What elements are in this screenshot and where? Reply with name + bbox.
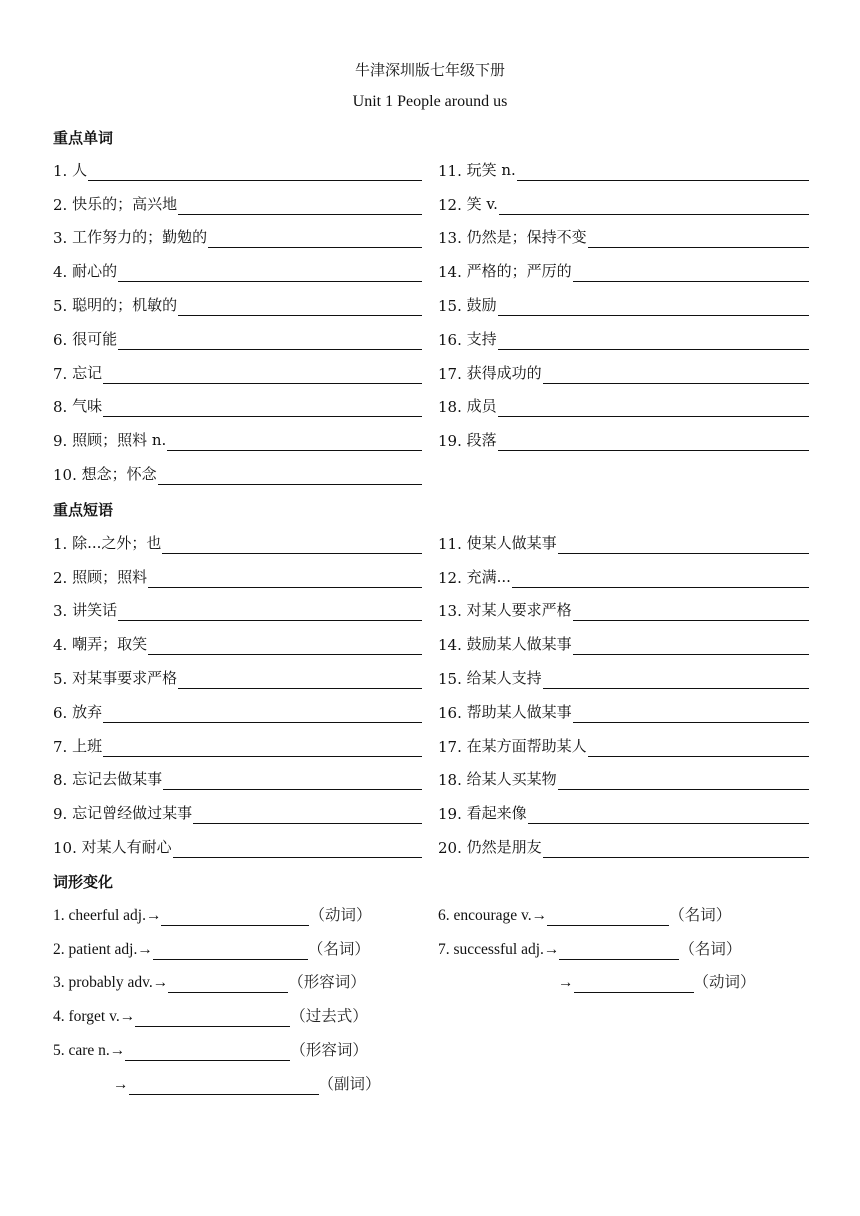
word-item: 2. 快乐的；高兴地 (53, 186, 422, 220)
word-item: 8. 气味 (53, 389, 422, 423)
answer-blank[interactable] (558, 789, 809, 790)
answer-blank[interactable] (103, 416, 422, 417)
phrase-item: 20. 仍然是朋友 (438, 829, 809, 863)
phrase-item: 10. 对某人有耐心 (53, 829, 422, 863)
answer-blank[interactable] (574, 986, 694, 993)
wordform-item: 6. encourage v.→ （名词） (438, 906, 732, 924)
answer-blank[interactable] (178, 315, 422, 316)
phrase-item: 9. 忘记曾经做过某事 (53, 795, 422, 829)
document-title: 牛津深圳版七年级下册 (354, 61, 505, 79)
answer-blank[interactable] (559, 953, 679, 960)
answer-blank[interactable] (193, 823, 422, 824)
answer-blank[interactable] (163, 789, 422, 790)
answer-blank[interactable] (573, 654, 809, 655)
answer-blank[interactable] (153, 953, 308, 960)
phrase-item: 16. 帮助某人做某事 (438, 694, 809, 728)
answer-blank[interactable] (543, 688, 809, 689)
answer-blank[interactable] (173, 857, 422, 858)
answer-blank[interactable] (547, 919, 669, 926)
word-item: 16. 支持 (438, 321, 809, 355)
answer-blank[interactable] (168, 986, 288, 993)
answer-blank[interactable] (125, 1054, 290, 1061)
answer-blank[interactable] (88, 180, 422, 181)
answer-blank[interactable] (158, 484, 422, 485)
answer-blank[interactable] (178, 214, 422, 215)
word-item: 6. 很可能 (53, 321, 422, 355)
answer-blank[interactable] (161, 919, 309, 926)
phrase-item: 2. 照顾；照料 (53, 559, 422, 593)
phrase-item: 14. 鼓励某人做某事 (438, 626, 809, 660)
answer-blank[interactable] (498, 349, 809, 350)
wordform-item: 2. patient adj.→ （名词） (53, 940, 370, 958)
wordform-item: 3. probably adv.→ （形容词） (53, 974, 366, 992)
phrase-item: 17. 在某方面帮助某人 (438, 728, 809, 762)
section-heading-phrases: 重点短语 (53, 501, 114, 519)
answer-blank[interactable] (528, 823, 809, 824)
word-item: 15. 鼓励 (438, 287, 809, 321)
answer-blank[interactable] (167, 450, 422, 451)
words-list (53, 152, 809, 490)
phrase-item: 6. 放弃 (53, 694, 422, 728)
phrase-item: 3. 讲笑话 (53, 593, 422, 627)
phrase-item: 8. 忘记去做某事 (53, 762, 422, 796)
word-item: 12. 笑 v. (438, 186, 809, 220)
word-item: 14. 严格的；严厉的 (438, 253, 809, 287)
word-item: 10. 想念；怀念 (53, 456, 422, 490)
answer-blank[interactable] (573, 281, 809, 282)
section-heading-wordforms: 词形变化 (53, 873, 114, 891)
phrase-item: 12. 充满... (438, 559, 809, 593)
wordform-item: 5. care n.→ （形容词） (53, 1041, 368, 1059)
phrase-item: 15. 给某人支持 (438, 660, 809, 694)
answer-blank[interactable] (543, 383, 809, 384)
answer-blank[interactable] (558, 553, 809, 554)
unit-title: Unit 1 People around us (352, 93, 508, 110)
answer-blank[interactable] (499, 214, 809, 215)
answer-blank[interactable] (208, 247, 422, 248)
answer-blank[interactable] (573, 722, 809, 723)
phrase-item: 4. 嘲弄；取笑 (53, 626, 422, 660)
answer-blank[interactable] (162, 553, 422, 554)
answer-blank[interactable] (498, 416, 809, 417)
phrases-list (53, 525, 809, 863)
wordform-item: 1. cheerful adj.→ （动词） (53, 906, 372, 924)
word-item: 17. 获得成功的 (438, 355, 809, 389)
word-item: 11. 玩笑 n. (438, 152, 809, 186)
answer-blank[interactable] (103, 383, 422, 384)
wordform-item: → （动词） (558, 974, 756, 992)
phrase-item: 18. 给某人买某物 (438, 762, 809, 796)
phrase-item: 1. 除...之外；也 (53, 525, 422, 559)
answer-blank[interactable] (103, 722, 422, 723)
answer-blank[interactable] (118, 281, 422, 282)
phrase-item: 19. 看起来像 (438, 795, 809, 829)
wordform-item: → （副词） (113, 1075, 381, 1093)
phrase-item: 11. 使某人做某事 (438, 525, 809, 559)
answer-blank[interactable] (103, 756, 422, 757)
answer-blank[interactable] (178, 688, 422, 689)
phrase-item: 13. 对某人要求严格 (438, 593, 809, 627)
wordform-item: 4. forget v.→ （过去式） (53, 1008, 368, 1026)
section-heading-words: 重点单词 (53, 129, 114, 147)
word-item: 18. 成员 (438, 389, 809, 423)
wordforms-list (53, 897, 813, 1100)
answer-blank[interactable] (129, 1088, 319, 1095)
answer-blank[interactable] (543, 857, 809, 858)
phrase-item: 5. 对某事要求严格 (53, 660, 422, 694)
phrase-item: 7. 上班 (53, 728, 422, 762)
answer-blank[interactable] (588, 756, 809, 757)
wordform-item: 7. successful adj.→ （名词） (438, 940, 742, 958)
answer-blank[interactable] (512, 587, 809, 588)
word-item: 3. 工作努力的；勤勉的 (53, 220, 422, 254)
word-item: 1. 人 (53, 152, 422, 186)
word-item: 9. 照顾；照料 n. (53, 422, 422, 456)
answer-blank[interactable] (498, 450, 809, 451)
word-item: 13. 仍然是；保持不变 (438, 220, 809, 254)
answer-blank[interactable] (573, 620, 809, 621)
word-item: 5. 聪明的；机敏的 (53, 287, 422, 321)
answer-blank[interactable] (148, 654, 422, 655)
answer-blank[interactable] (517, 180, 809, 181)
answer-blank[interactable] (498, 315, 809, 316)
answer-blank[interactable] (118, 620, 422, 621)
word-item: 7. 忘记 (53, 355, 422, 389)
word-item: 19. 段落 (438, 422, 809, 456)
answer-blank[interactable] (118, 349, 422, 350)
word-item: 4. 耐心的 (53, 253, 422, 287)
answer-blank[interactable] (135, 1020, 290, 1027)
answer-blank[interactable] (148, 587, 422, 588)
answer-blank[interactable] (588, 247, 809, 248)
